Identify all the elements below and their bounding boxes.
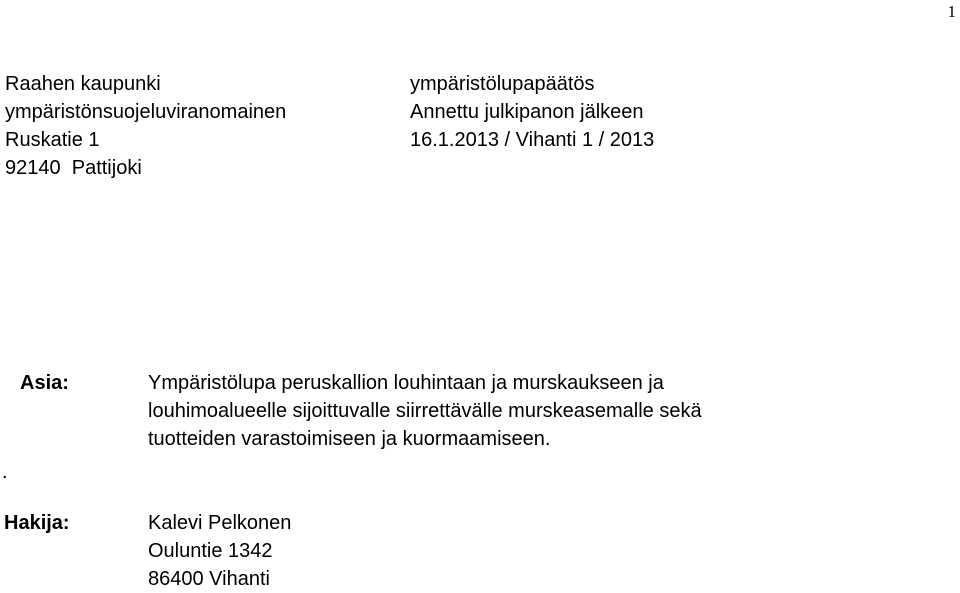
subject-text [148,369,948,453]
sender-street: Ruskatie 1 [5,129,100,151]
applicant-label: Hakija: [4,512,70,534]
applicant-postal: 86400 Vihanti [148,568,270,590]
publication-note: Annettu julkipanon jälkeen [410,101,644,123]
applicant-name: Kalevi Pelkonen [148,512,292,534]
subject-label: Asia: [20,372,69,394]
subject-line: louhimoalueelle sijoittuvalle siirrettävälle murskeasemalle sekä [148,400,702,422]
decision-reference: 16.1.2013 / Vihanti 1 / 2013 [410,129,655,151]
sender-postal: 92140 Pattijoki [5,157,142,179]
document-type: ympäristölupapäätös [410,73,595,95]
sender-organization: Raahen kaupunki [5,73,161,95]
sender-address-block [5,70,286,182]
subject-line: Ympäristölupa peruskallion louhintaan ja murskaukseen ja [148,372,664,394]
applicant-street: Ouluntie 1342 [148,540,273,562]
applicant-address-block [148,509,291,593]
decision-header-block [410,70,654,154]
page-number: 1 [947,2,956,21]
subject-line: tuotteiden varastoimiseen ja kuormaamiseen. [148,428,551,450]
separator-mark: . [2,461,8,483]
sender-department: ympäristönsuojeluviranomainen [5,101,287,123]
